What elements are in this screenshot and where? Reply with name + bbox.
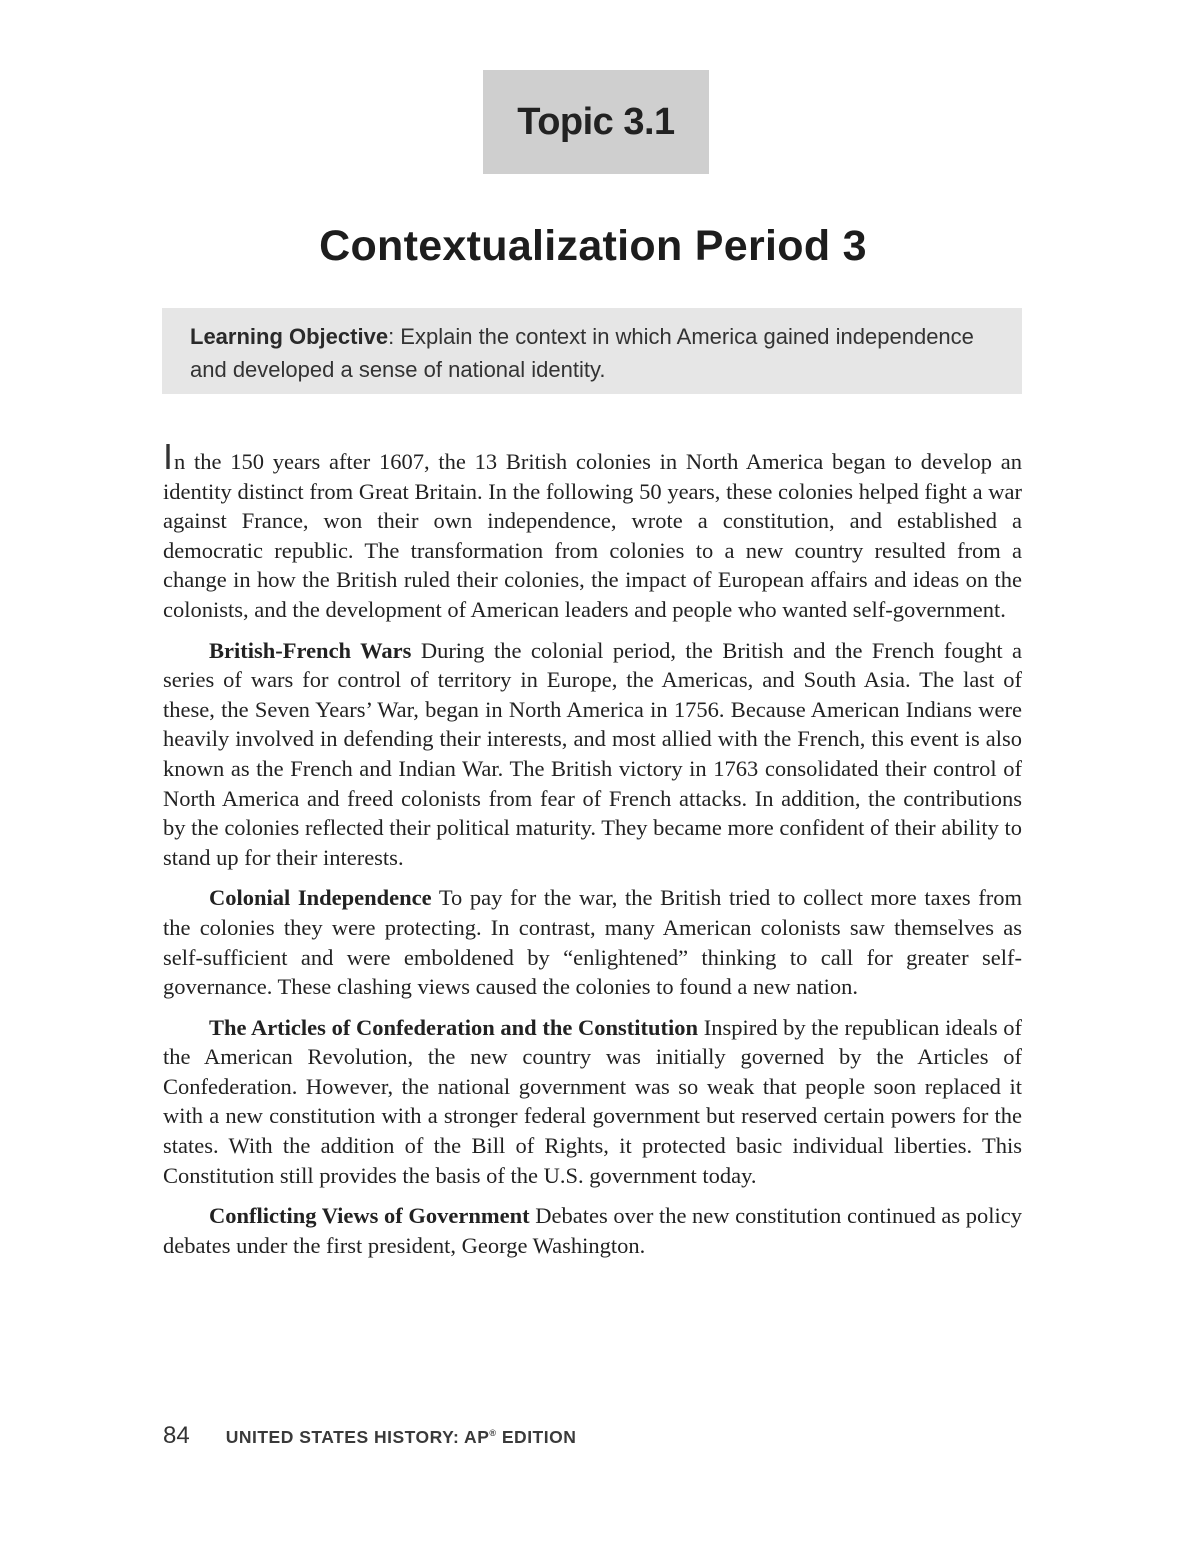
section-text: To pay for the war, the British tried to collect more taxes from the colonies they were protecting. In contrast, many American colonists saw themselves as self-sufficient and were emboldened by “enlightened” thinking to call for greater self-governance. These clashing views caused the colonies to found a new nation.: [163, 885, 1022, 1000]
section-text: Inspired by the republican ideals of the American Revolution, the new country was initially governed by the Articles of Confederation. However, the national government was so weak that people soon replaced it with a new constitution with a stronger federal government but reserved certain powers for the states. With the addition of the Bill of Rights, it protected basic individual liberties. This Constitution still provides the basis of the U.S. government today.: [163, 1014, 1022, 1188]
body-text: [163, 436, 1023, 1271]
drop-cap: I: [163, 436, 174, 477]
book-title-main: UNITED STATES HISTORY: AP: [225, 1427, 490, 1447]
section-heading: Conflicting Views of Government: [209, 1203, 530, 1229]
registered-mark: ®: [489, 1428, 497, 1439]
learning-objective-label: Learning Objective: [190, 324, 389, 349]
section-text: Debates over the new constitution continued as policy debates under the first president, George Washington.: [163, 1203, 1023, 1258]
section-paragraph: [163, 1013, 1022, 1191]
section-paragraph: [163, 883, 1022, 1001]
learning-objective-text: Explain the context in which America gained independence and developed a sense of national identity.: [190, 324, 974, 382]
page-number: 84: [163, 1422, 190, 1449]
section-heading: Colonial Independence: [209, 885, 432, 911]
section-paragraph: [163, 1201, 1022, 1260]
section-heading: British-French Wars: [209, 637, 412, 663]
page-title: Contextualization Period 3: [319, 222, 867, 270]
book-title-edition: EDITION: [496, 1427, 577, 1447]
intro-text: n the 150 years after 1607, the 13 British colonies in North America began to develop an identity distinct from Great Britain. In the following 50 years, these colonies helped fight a war against France, won their own independence, wrote a constitution, and established a democratic republic. The transformation from colonies to a new country resulted from a change in how the British ruled their colonies, the impact of European affairs and ideas on the colonists, and the development of American leaders and people who wanted self-government.: [163, 449, 1022, 622]
topic-label: Topic 3.1: [483, 70, 709, 174]
page-footer: [163, 1422, 576, 1450]
book-title: [226, 1427, 577, 1448]
section-heading: The Articles of Confederation and the Constitution: [209, 1014, 699, 1040]
section-text: During the colonial period, the British and the French fought a series of wars for control of territory in Europe, the Americas, and South Asia. The last of these, the Seven Years’ War, began in North America in 1756. Because American Indians were heavily involved in defending their interests, and most allied with the French, this event is also known as the French and Indian War. The British victory in 1763 consolidated their control of North America and freed colonists from fear of French attacks. In addition, the contributions by the colonies reflected their political maturity. They became more confident of their ability to stand up for their interests.: [163, 637, 1023, 870]
section-paragraph: [163, 636, 1022, 873]
intro-paragraph: [163, 436, 1022, 625]
learning-objective-separator: :: [388, 324, 395, 349]
learning-objective-box: [162, 308, 1022, 394]
